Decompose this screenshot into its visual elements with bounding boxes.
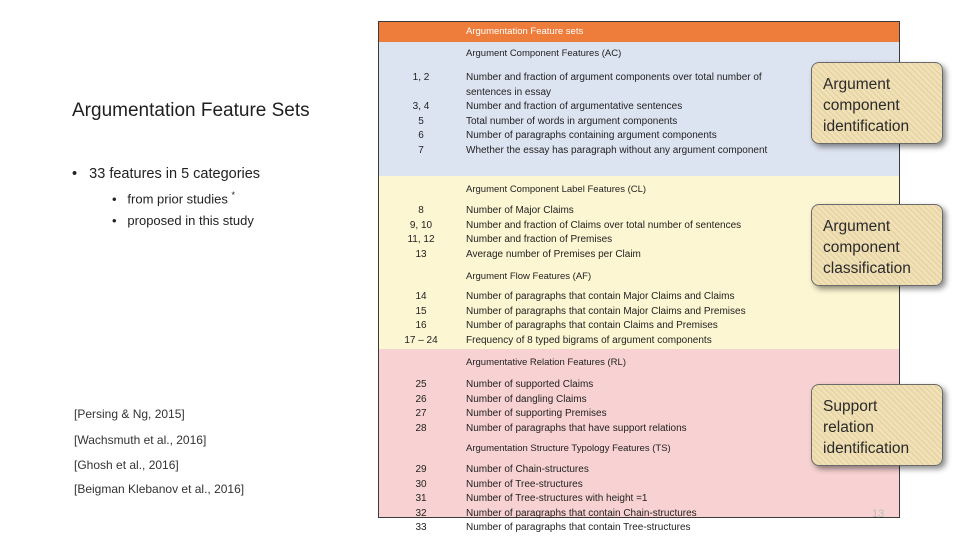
feature-number: 26	[415, 393, 427, 405]
sub-bullet-proposed-text: proposed in this study	[127, 213, 254, 228]
section-cl-header: Argument Component Label Features (CL)	[466, 184, 647, 195]
reference-ghosh: [Ghosh et al., 2016]	[74, 458, 179, 472]
section-rl-descriptions	[466, 378, 687, 436]
feature-description: Average number of Premises per Claim	[466, 248, 641, 260]
slide-title: Argumentation Feature Sets	[72, 100, 310, 121]
feature-description: Number of paragraphs that have support relations	[466, 422, 687, 434]
callout-line: relation	[823, 419, 874, 436]
feature-number: 13	[415, 248, 427, 260]
feature-description: Number of supporting Premises	[466, 408, 607, 419]
reference-persing: [Persing & Ng, 2015]	[74, 407, 185, 421]
feature-description: Number of paragraphs that contain Claims and Premises	[466, 320, 718, 331]
feature-description: Frequency of 8 typed bigrams of argument components	[466, 334, 712, 346]
callout-line: Argument	[823, 218, 891, 235]
sub-bullet-prior	[112, 190, 235, 206]
feature-number: 33	[415, 522, 427, 533]
section-af-header: Argument Flow Features (AF)	[466, 271, 592, 282]
callout-component-classification	[811, 204, 943, 286]
feature-number: 3, 4	[412, 101, 430, 112]
feature-description: Number and fraction of Premises	[466, 234, 613, 245]
feature-number: 6	[418, 130, 424, 141]
table-title-band	[379, 22, 899, 42]
feature-number: 17 – 24	[404, 334, 438, 346]
section-ts-header: Argumentation Structure Typology Features (TS)	[466, 443, 671, 454]
feature-number	[379, 86, 463, 101]
callout-line: Argument	[823, 76, 891, 93]
feature-number: 29	[415, 464, 427, 475]
feature-number: 31	[415, 493, 427, 504]
feature-description: Number and fraction of argument components over total number of	[466, 72, 762, 83]
feature-description: Number of dangling Claims	[466, 393, 587, 405]
reference-beigman: [Beigman Klebanov et al., 2016]	[74, 482, 245, 496]
bullet-main-text: 33 features in 5 categories	[89, 166, 261, 182]
feature-number: 9, 10	[409, 219, 433, 231]
feature-description: Number of Chain-structures	[466, 464, 589, 475]
feature-number: 27	[415, 408, 427, 419]
feature-number: 5	[418, 115, 424, 127]
asterisk: *	[231, 190, 235, 200]
callout-support-relation	[811, 384, 943, 466]
feature-description: Number of paragraphs that contain Tree-structures	[466, 522, 691, 533]
feature-description: Number of Major Claims	[466, 205, 574, 216]
bullet-dot: •	[72, 166, 78, 182]
bullet-dot: •	[112, 191, 117, 207]
section-rl-header: Argumentative Relation Features (RL)	[466, 357, 626, 368]
feature-description: Total number of words in argument components	[466, 115, 678, 127]
bullet-dot: •	[112, 213, 117, 228]
section-af-numbers	[379, 290, 463, 348]
section-ac-descriptions	[466, 71, 767, 158]
feature-description: Whether the essay has paragraph without any argument component	[466, 144, 768, 156]
feature-number: 25	[415, 379, 427, 390]
feature-number: 11, 12	[407, 234, 435, 245]
feature-description: Number of Tree-structures with height =1	[466, 493, 648, 504]
table-title: Argumentation Feature sets	[466, 26, 584, 37]
section-af-descriptions	[466, 290, 746, 348]
section-ac-header: Argument Component Features (AC)	[466, 48, 622, 59]
callout-line: component	[823, 97, 900, 114]
sub-bullet-prior-text: from prior studies	[127, 191, 228, 207]
feature-description: Number of Tree-structures	[466, 478, 583, 490]
section-ac-numbers	[379, 71, 463, 158]
section-ts-numbers	[379, 463, 463, 536]
feature-number: 14	[415, 291, 427, 302]
feature-description: sentences in essay	[466, 86, 552, 98]
feature-description: Number of paragraphs that contain Major Claims and Claims	[466, 291, 735, 302]
feature-description: Number of paragraphs that contain Major Claims and Premises	[466, 305, 746, 317]
callout-line: component	[823, 239, 900, 256]
section-cl-numbers	[379, 204, 463, 262]
feature-description: Number of paragraphs containing argument components	[466, 130, 717, 141]
feature-description: Number of supported Claims	[466, 379, 594, 390]
section-cl-descriptions	[466, 204, 741, 262]
feature-description: Number and fraction of argumentative sentences	[466, 101, 683, 112]
feature-description: Number of paragraphs that contain Chain-structures	[466, 507, 697, 519]
feature-number: 8	[418, 205, 424, 216]
feature-description: Number and fraction of Claims over total number of sentences	[466, 219, 742, 231]
bullet-main	[72, 166, 260, 182]
feature-number: 30	[415, 478, 427, 490]
callout-component-identification	[811, 62, 943, 144]
feature-number: 16	[415, 320, 427, 331]
reference-wachsmuth: [Wachsmuth et al., 2016]	[74, 433, 207, 447]
sub-bullet-proposed	[112, 213, 254, 228]
callout-line: identification	[823, 440, 910, 457]
page-number: 13	[872, 508, 885, 520]
feature-number: 28	[415, 422, 427, 434]
section-rl-numbers	[379, 378, 463, 436]
feature-number: 7	[418, 144, 424, 156]
feature-number: 15	[415, 305, 427, 317]
callout-line: Support	[823, 398, 878, 415]
feature-number: 32	[415, 507, 427, 519]
feature-number: 1, 2	[412, 72, 430, 83]
section-ts-descriptions	[466, 463, 697, 536]
callout-line: identification	[823, 118, 910, 135]
callout-line: classification	[823, 260, 911, 277]
